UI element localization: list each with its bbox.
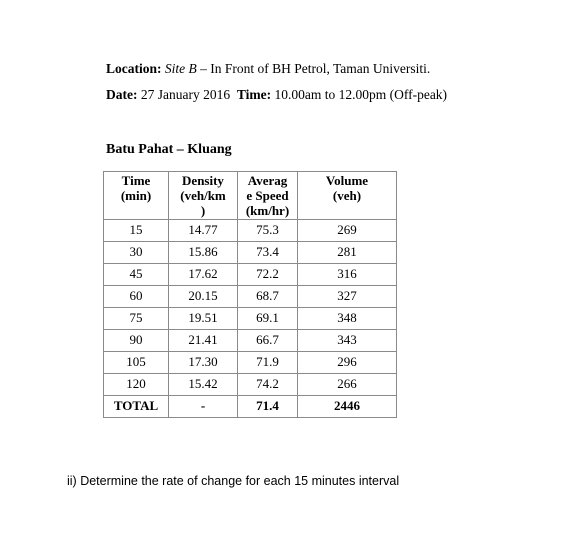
question-text: ii) Determine the rate of change for each 15 minutes interval xyxy=(67,474,400,488)
cell-speed: 69.1 xyxy=(238,308,298,330)
table-row xyxy=(104,264,397,286)
cell-time: 120 xyxy=(104,374,169,396)
cell-density: 14.77 xyxy=(169,220,238,242)
cell-volume: 281 xyxy=(298,242,397,264)
cell-density: 20.15 xyxy=(169,286,238,308)
cell-total-speed: 71.4 xyxy=(238,396,298,418)
header-average-speed xyxy=(238,172,298,220)
cell-time: 75 xyxy=(104,308,169,330)
cell-density: 15.42 xyxy=(169,374,238,396)
cell-speed: 75.3 xyxy=(238,220,298,242)
header-density xyxy=(169,172,238,220)
location-line xyxy=(106,61,430,77)
cell-density: 15.86 xyxy=(169,242,238,264)
cell-speed: 68.7 xyxy=(238,286,298,308)
table-row xyxy=(104,374,397,396)
date-time-line xyxy=(106,87,447,103)
cell-speed: 66.7 xyxy=(238,330,298,352)
cell-speed: 72.2 xyxy=(238,264,298,286)
cell-time: 90 xyxy=(104,330,169,352)
table-row xyxy=(104,286,397,308)
table-row xyxy=(104,220,397,242)
header-time xyxy=(104,172,169,220)
date-value: 27 January 2016 xyxy=(137,87,231,102)
cell-speed: 73.4 xyxy=(238,242,298,264)
cell-total-density: - xyxy=(169,396,238,418)
header-line: (km/hr) xyxy=(245,203,290,218)
date-label: Date: xyxy=(106,87,138,102)
table-header-row xyxy=(104,172,397,220)
table-row xyxy=(104,352,397,374)
header-line: ) xyxy=(200,203,206,218)
cell-density: 17.62 xyxy=(169,264,238,286)
cell-time: 15 xyxy=(104,220,169,242)
header-line: Density xyxy=(182,173,224,188)
table-row xyxy=(104,308,397,330)
header-line: Time xyxy=(121,173,151,188)
cell-volume: 316 xyxy=(298,264,397,286)
cell-time: 30 xyxy=(104,242,169,264)
cell-time: 105 xyxy=(104,352,169,374)
cell-volume: 327 xyxy=(298,286,397,308)
cell-volume: 296 xyxy=(298,352,397,374)
cell-total-label: TOTAL xyxy=(104,396,169,418)
table-total-row xyxy=(104,396,397,418)
time-value: 10.00am to 12.00pm (Off-peak) xyxy=(271,87,448,102)
cell-density: 21.41 xyxy=(169,330,238,352)
cell-time: 60 xyxy=(104,286,169,308)
header-line: (veh/km xyxy=(180,188,226,203)
cell-total-volume: 2446 xyxy=(298,396,397,418)
cell-volume: 266 xyxy=(298,374,397,396)
table-row xyxy=(104,242,397,264)
cell-time: 45 xyxy=(104,264,169,286)
cell-speed: 74.2 xyxy=(238,374,298,396)
header-volume xyxy=(298,172,397,220)
table-row xyxy=(104,330,397,352)
header-line: (veh) xyxy=(332,188,362,203)
traffic-data-table xyxy=(103,171,397,418)
cell-volume: 269 xyxy=(298,220,397,242)
location-label: Location: xyxy=(106,61,162,76)
location-site: Site B xyxy=(164,61,197,76)
header-line: e Speed xyxy=(246,188,289,203)
cell-speed: 71.9 xyxy=(238,352,298,374)
header-line: Averag xyxy=(247,173,288,188)
cell-volume: 348 xyxy=(298,308,397,330)
cell-density: 17.30 xyxy=(169,352,238,374)
time-label: Time: xyxy=(236,87,272,102)
header-line: Volume xyxy=(325,173,369,188)
cell-volume: 343 xyxy=(298,330,397,352)
location-text: – In Front of BH Petrol, Taman Universiti. xyxy=(196,61,431,76)
route-title: Batu Pahat – Kluang xyxy=(106,142,232,157)
header-line: (min) xyxy=(120,188,152,203)
cell-density: 19.51 xyxy=(169,308,238,330)
